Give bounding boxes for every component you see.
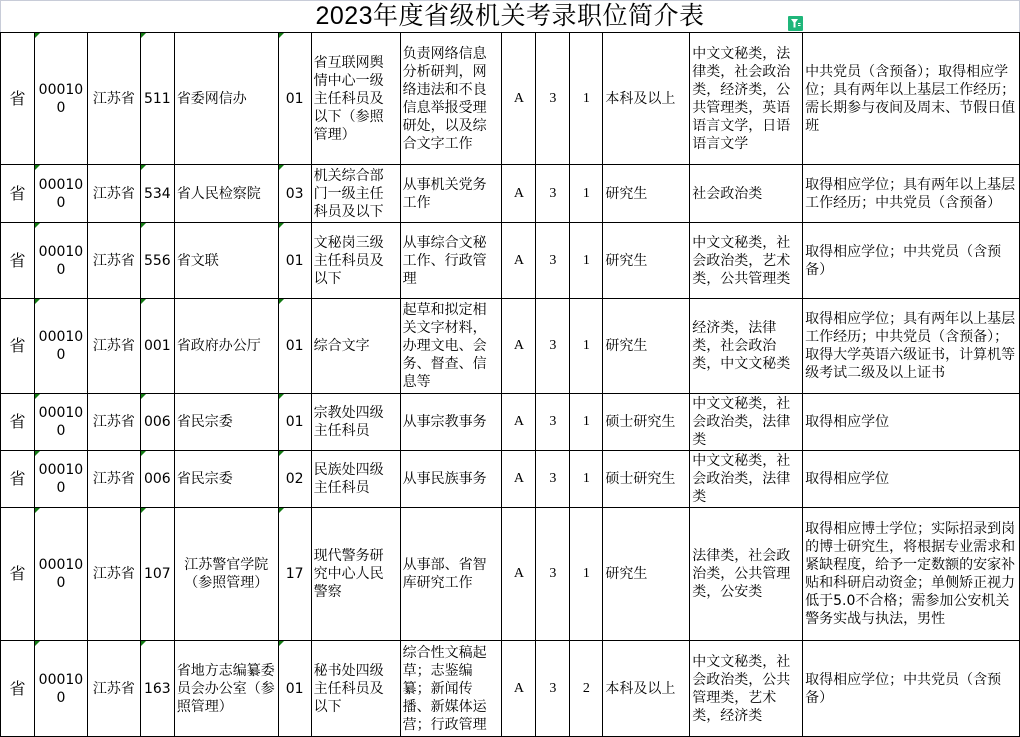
cell-education[interactable]: 硕士研究生 bbox=[603, 394, 690, 451]
cell-province[interactable]: 江苏省 bbox=[87, 508, 140, 641]
cell-position-code[interactable]: 01 bbox=[278, 33, 311, 165]
cell-exam-type[interactable]: A bbox=[502, 165, 536, 223]
cell-ratio[interactable]: 3 bbox=[536, 299, 570, 394]
cell-education[interactable]: 硕士研究生 bbox=[603, 451, 690, 508]
cell-province[interactable]: 江苏省 bbox=[87, 394, 140, 451]
cell-position-code[interactable]: 01 bbox=[278, 641, 311, 737]
cell-count[interactable]: 2 bbox=[570, 641, 603, 737]
cell-org-code[interactable]: 000100 bbox=[34, 299, 87, 394]
cell-position-name[interactable]: 机关综合部门一级主任科员及以下 bbox=[311, 165, 400, 223]
cell-other-requirements[interactable]: 取得相应学位；中共党员（含预备） bbox=[803, 641, 1020, 737]
cell-count[interactable]: 1 bbox=[570, 451, 603, 508]
cell-org-code[interactable]: 000100 bbox=[34, 641, 87, 737]
cell-position-name[interactable]: 民族处四级主任科员 bbox=[311, 451, 400, 508]
cell-level[interactable]: 省 bbox=[1, 223, 35, 299]
cell-dept-code[interactable]: 556 bbox=[140, 223, 174, 299]
cell-dept-name[interactable]: 江苏警官学院（参照管理） bbox=[174, 508, 278, 641]
cell-province[interactable]: 江苏省 bbox=[87, 299, 140, 394]
cell-duties[interactable]: 从事机关党务工作 bbox=[400, 165, 502, 223]
cell-exam-type[interactable]: A bbox=[502, 33, 536, 165]
cell-org-code[interactable]: 000100 bbox=[34, 33, 87, 165]
cell-other-requirements[interactable]: 取得相应学位；具有两年以上基层工作经历；中共党员（含预备） bbox=[803, 165, 1020, 223]
cell-position-name[interactable]: 现代警务研究中心人民警察 bbox=[311, 508, 400, 641]
cell-ratio[interactable]: 3 bbox=[536, 641, 570, 737]
table-row bbox=[1, 165, 1020, 223]
cell-count[interactable]: 1 bbox=[570, 223, 603, 299]
table-row bbox=[1, 451, 1020, 508]
table-row bbox=[1, 508, 1020, 641]
cell-org-code[interactable]: 000100 bbox=[34, 394, 87, 451]
cell-other-requirements[interactable]: 取得相应博士学位；实际招录到岗的博士研究生，将根据专业需求和紧缺程度，给予一定数额的安家补贴和科研启动资金；单侧矫正视力低于5.0不合格；需参加公安机关警务实战与执法，男性 bbox=[803, 508, 1020, 641]
cell-org-code[interactable]: 000100 bbox=[34, 223, 87, 299]
cell-count[interactable]: 1 bbox=[570, 508, 603, 641]
cell-major[interactable]: 中文文秘类，社会政治类，艺术类，公共管理类 bbox=[690, 223, 803, 299]
cell-province[interactable]: 江苏省 bbox=[87, 641, 140, 737]
cell-level[interactable]: 省 bbox=[1, 165, 35, 223]
cell-count[interactable]: 1 bbox=[570, 165, 603, 223]
cell-ratio[interactable]: 3 bbox=[536, 394, 570, 451]
cell-education[interactable]: 研究生 bbox=[603, 508, 690, 641]
cell-major[interactable]: 经济类，法律类，社会政治类，中文文秘类 bbox=[690, 299, 803, 394]
cell-education[interactable]: 研究生 bbox=[603, 165, 690, 223]
cell-duties[interactable]: 从事民族事务 bbox=[400, 451, 502, 508]
cell-other-requirements[interactable]: 取得相应学位；具有两年以上基层工作经历；中共党员（含预备）；取得大学英语六级证书，计算机等级考试二级及以上证书 bbox=[803, 299, 1020, 394]
cell-level[interactable]: 省 bbox=[1, 451, 35, 508]
cell-duties[interactable]: 负责网络信息分析研判，网络违法和不良信息举报受理研处，以及综合文字工作 bbox=[400, 33, 502, 165]
cell-org-code[interactable]: 000100 bbox=[34, 508, 87, 641]
cell-dept-name[interactable]: 省人民检察院 bbox=[174, 165, 278, 223]
cell-exam-type[interactable]: A bbox=[502, 394, 536, 451]
cell-education[interactable]: 本科及以上 bbox=[603, 641, 690, 737]
cell-dept-code[interactable]: 107 bbox=[140, 508, 174, 641]
table-row bbox=[1, 641, 1020, 737]
cell-dept-name[interactable]: 省委网信办 bbox=[174, 33, 278, 165]
filter-button[interactable] bbox=[788, 16, 803, 31]
cell-dept-code[interactable]: 001 bbox=[140, 299, 174, 394]
positions-table bbox=[0, 32, 1020, 737]
cell-major[interactable]: 中文文秘类，社会政治类，法律类 bbox=[690, 451, 803, 508]
cell-count[interactable]: 1 bbox=[570, 33, 603, 165]
table-row bbox=[1, 299, 1020, 394]
cell-duties[interactable]: 综合性文稿起草；志鉴编纂；新闻传播、新媒体运营；行政管理 bbox=[400, 641, 502, 737]
cell-duties[interactable]: 从事综合文秘工作、行政管理 bbox=[400, 223, 502, 299]
cell-major[interactable]: 中文文秘类，法律类，社会政治类，经济类，公共管理类，英语语言文学，日语语言文学 bbox=[690, 33, 803, 165]
cell-duties[interactable]: 从事宗教事务 bbox=[400, 394, 502, 451]
cell-level[interactable]: 省 bbox=[1, 508, 35, 641]
table-row bbox=[1, 223, 1020, 299]
cell-major[interactable]: 中文文秘类，社会政治类，公共管理类，艺术类，经济类 bbox=[690, 641, 803, 737]
cell-exam-type[interactable]: A bbox=[502, 451, 536, 508]
sheet-title[interactable]: 2023年度省级机关考录职位简介表 bbox=[315, 2, 705, 30]
cell-org-code[interactable]: 000100 bbox=[34, 165, 87, 223]
cell-position-code[interactable]: 01 bbox=[278, 299, 311, 394]
cell-duties[interactable]: 起草和拟定相关文字材料，办理文电、会务、督查、信息等 bbox=[400, 299, 502, 394]
cell-dept-name[interactable]: 省民宗委 bbox=[174, 394, 278, 451]
cell-ratio[interactable]: 3 bbox=[536, 451, 570, 508]
filter-icon bbox=[790, 18, 801, 29]
cell-dept-name[interactable]: 省政府办公厅 bbox=[174, 299, 278, 394]
cell-position-code[interactable]: 01 bbox=[278, 394, 311, 451]
cell-province[interactable]: 江苏省 bbox=[87, 223, 140, 299]
cell-dept-name[interactable]: 省文联 bbox=[174, 223, 278, 299]
cell-province[interactable]: 江苏省 bbox=[87, 33, 140, 165]
cell-position-name[interactable]: 文秘岗三级主任科员及以下 bbox=[311, 223, 400, 299]
cell-position-code[interactable]: 17 bbox=[278, 508, 311, 641]
cell-ratio[interactable]: 3 bbox=[536, 223, 570, 299]
cell-level[interactable]: 省 bbox=[1, 33, 35, 165]
cell-level[interactable]: 省 bbox=[1, 299, 35, 394]
cell-major[interactable]: 法律类，社会政治类，公共管理类，公安类 bbox=[690, 508, 803, 641]
cell-major[interactable]: 中文文秘类，社会政治类，法律类 bbox=[690, 394, 803, 451]
cell-dept-code[interactable]: 163 bbox=[140, 641, 174, 737]
cell-position-name[interactable]: 综合文字 bbox=[311, 299, 400, 394]
cell-exam-type[interactable]: A bbox=[502, 641, 536, 737]
cell-ratio[interactable]: 3 bbox=[536, 508, 570, 641]
cell-education[interactable]: 研究生 bbox=[603, 223, 690, 299]
cell-other-requirements[interactable]: 取得相应学位；中共党员（含预备） bbox=[803, 223, 1020, 299]
cell-dept-name[interactable]: 省民宗委 bbox=[174, 451, 278, 508]
cell-position-code[interactable]: 03 bbox=[278, 165, 311, 223]
cell-dept-code[interactable]: 534 bbox=[140, 165, 174, 223]
cell-dept-code[interactable]: 006 bbox=[140, 394, 174, 451]
cell-education[interactable]: 研究生 bbox=[603, 299, 690, 394]
cell-dept-code[interactable]: 006 bbox=[140, 451, 174, 508]
table-row bbox=[1, 394, 1020, 451]
cell-exam-type[interactable]: A bbox=[502, 508, 536, 641]
cell-count[interactable]: 1 bbox=[570, 299, 603, 394]
cell-position-name[interactable]: 省互联网舆情中心一级主任科员及以下（参照管理） bbox=[311, 33, 400, 165]
cell-dept-name[interactable]: 省地方志编纂委员会办公室（参照管理） bbox=[174, 641, 278, 737]
cell-org-code[interactable]: 000100 bbox=[34, 451, 87, 508]
cell-position-name[interactable]: 宗教处四级主任科员 bbox=[311, 394, 400, 451]
cell-other-requirements[interactable]: 取得相应学位 bbox=[803, 451, 1020, 508]
table-row bbox=[1, 33, 1020, 165]
cell-major[interactable]: 社会政治类 bbox=[690, 165, 803, 223]
cell-ratio[interactable]: 3 bbox=[536, 33, 570, 165]
cell-education[interactable]: 本科及以上 bbox=[603, 33, 690, 165]
cell-ratio[interactable]: 3 bbox=[536, 165, 570, 223]
cell-exam-type[interactable]: A bbox=[502, 299, 536, 394]
cell-exam-type[interactable]: A bbox=[502, 223, 536, 299]
cell-position-name[interactable]: 秘书处四级主任科员及以下 bbox=[311, 641, 400, 737]
cell-position-code[interactable]: 02 bbox=[278, 451, 311, 508]
cell-other-requirements[interactable]: 中共党员（含预备）；取得相应学位；具有两年以上基层工作经历；需长期参与夜间及周末、节假日值班 bbox=[803, 33, 1020, 165]
cell-other-requirements[interactable]: 取得相应学位 bbox=[803, 394, 1020, 451]
cell-position-code[interactable]: 01 bbox=[278, 223, 311, 299]
cell-level[interactable]: 省 bbox=[1, 641, 35, 737]
cell-province[interactable]: 江苏省 bbox=[87, 165, 140, 223]
cell-count[interactable]: 1 bbox=[570, 394, 603, 451]
cell-duties[interactable]: 从事部、省智库研究工作 bbox=[400, 508, 502, 641]
cell-dept-code[interactable]: 511 bbox=[140, 33, 174, 165]
cell-level[interactable]: 省 bbox=[1, 394, 35, 451]
cell-province[interactable]: 江苏省 bbox=[87, 451, 140, 508]
